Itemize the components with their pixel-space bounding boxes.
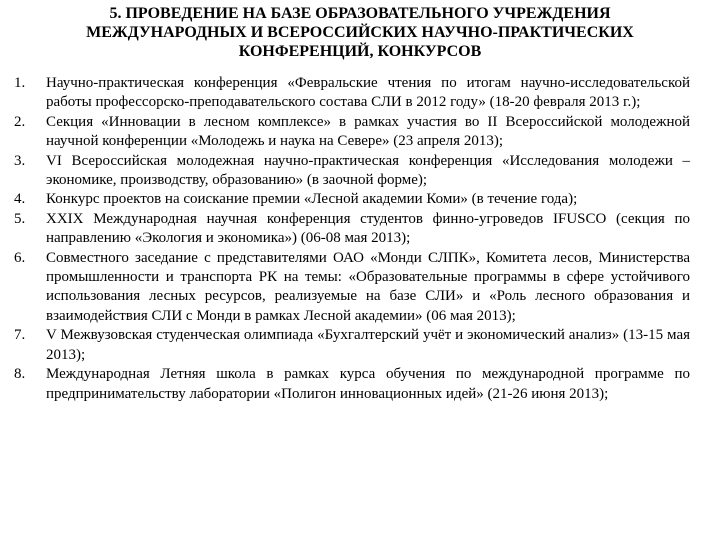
list-item bbox=[14, 326, 690, 365]
item-number: 8. bbox=[14, 366, 26, 383]
event-list bbox=[14, 74, 690, 404]
item-number: 5. bbox=[14, 210, 26, 227]
list-item bbox=[14, 190, 690, 209]
item-number: 6. bbox=[14, 249, 26, 266]
item-text: Секция «Инновации в лесном комплексе» в рамках участия во II Всероссийской молодежной научной конференции «Молодежь и наука на Севере» (23 апреля 2013); bbox=[46, 113, 690, 150]
item-text: Международная Летняя школа в рамках курса обучения по международной программе по предпринимательству лаборатории «Полигон инновационных идей» (21-26 июня 2013); bbox=[46, 366, 690, 402]
list-item bbox=[14, 74, 690, 113]
list-item bbox=[14, 365, 690, 404]
item-number: 4. bbox=[14, 191, 26, 208]
item-number: 3. bbox=[14, 152, 26, 169]
item-text: V Межвузовская студенческая олимпиада «Бухгалтерский учёт и экономический анализ» (13-15 мая 2013); bbox=[46, 327, 690, 363]
list-item bbox=[14, 210, 690, 249]
item-text: Совместного заседание с представителями ОАО «Монди СЛПК», Комитета лесов, Министерства промышленности и транспорта РК на темы: «Образовательные программы в сфере устойчивого использования лесных ресурсов, реализуемые на базе СЛИ» и «Роль лесного образования и взаимодействия СЛИ с Монди в рамках Лесной академии» (06 мая 2013); bbox=[46, 249, 690, 324]
item-number: 2. bbox=[14, 113, 26, 130]
page-title bbox=[40, 4, 680, 61]
item-text: Конкурс проектов на соискание премии «Лесной академии Коми» (в течение года); bbox=[46, 191, 578, 208]
item-number: 7. bbox=[14, 327, 26, 344]
item-text: XXIX Международная научная конференция студентов финно-угроведов IFUSCO (секция по направлению «Экология и экономика») (06-08 мая 2013); bbox=[46, 210, 690, 247]
list-item bbox=[14, 249, 690, 327]
item-text: Научно-практическая конференция «Февральские чтения по итогам научно-исследовательской работы профессорско-преподавательского состава СЛИ в 2012 году» (18-20 февраля 2013 г.); bbox=[46, 75, 690, 111]
list-item bbox=[14, 113, 690, 152]
title-line-1: 5. ПРОВЕДЕНИЕ НА БАЗЕ ОБРАЗОВАТЕЛЬНОГО УЧРЕЖДЕНИЯ bbox=[109, 5, 611, 22]
list-item bbox=[14, 152, 690, 191]
item-text: VI Всероссийская молодежная научно-практическая конференция «Исследования молодежи – экономике, производству, образованию» (в заочной форме); bbox=[46, 152, 690, 189]
title-line-2: МЕЖДУНАРОДНЫХ И ВСЕРОССИЙСКИХ НАУЧНО-ПРАКТИЧЕСКИХ bbox=[86, 24, 634, 41]
title-line-3: КОНФЕРЕНЦИЙ, КОНКУРСОВ bbox=[238, 43, 482, 60]
item-number: 1. bbox=[14, 75, 26, 91]
